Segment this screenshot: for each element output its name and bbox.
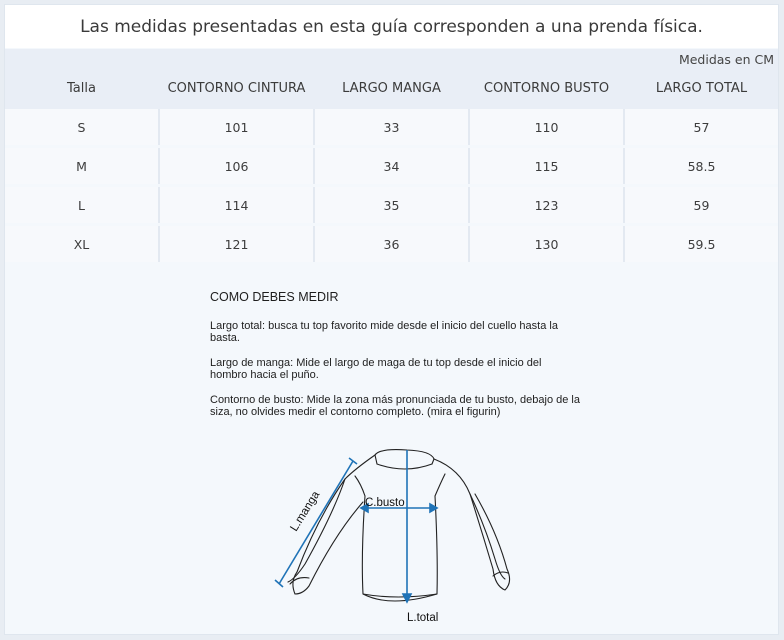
length-cell: 59 xyxy=(625,187,778,223)
measurement-notice xyxy=(5,5,778,48)
sleeve-cell: 34 xyxy=(315,148,468,184)
waist-cell: 114 xyxy=(160,187,313,223)
length-cell: 58.5 xyxy=(625,148,778,184)
column-header-contorno-busto: CONTORNO BUSTO xyxy=(483,81,610,96)
sleeve-cell: 33 xyxy=(315,109,468,145)
size-cell: XL xyxy=(5,226,158,262)
column-header-contorno-cintura: CONTORNO CINTURA xyxy=(167,81,306,96)
bust-cell: 115 xyxy=(470,148,623,184)
size-cell: S xyxy=(5,109,158,145)
notice-text: Las medidas presentadas en esta guía corresponden a una prenda física. xyxy=(80,16,703,37)
guide-paragraph-sleeve-length: Largo de manga: Mide el largo de maga de tu top desde el inicio del hombro hacia el puño. xyxy=(210,357,542,381)
sleeve-cell: 36 xyxy=(315,226,468,262)
waist-cell: 101 xyxy=(160,109,313,145)
table-row xyxy=(5,109,778,145)
sleeve-cell: 35 xyxy=(315,187,468,223)
size-cell: M xyxy=(5,148,158,184)
garment-figure xyxy=(5,264,778,632)
column-header-talla: Talla xyxy=(67,81,96,96)
waist-cell: 121 xyxy=(160,226,313,262)
table-row xyxy=(5,226,778,262)
length-cell: 57 xyxy=(625,109,778,145)
bust-measure-label: C.busto xyxy=(365,497,405,509)
column-header-largo-total: LARGO TOTAL xyxy=(655,81,748,96)
total-length-label: L.total xyxy=(407,612,439,624)
column-header-largo-manga: LARGO MANGA xyxy=(342,81,441,96)
table-header xyxy=(5,49,778,109)
bust-cell: 123 xyxy=(470,187,623,223)
guide-paragraph-total-length: Largo total: busca tu top favorito mide desde el inicio del cuello hasta la basta. xyxy=(210,320,558,344)
bust-cell: 110 xyxy=(470,109,623,145)
waist-cell: 106 xyxy=(160,148,313,184)
length-cell: 59.5 xyxy=(625,226,778,262)
size-cell: L xyxy=(5,187,158,223)
how-to-measure-section xyxy=(5,264,778,632)
bust-cell: 130 xyxy=(470,226,623,262)
table-row xyxy=(5,148,778,184)
guide-paragraph-bust: Contorno de busto: Mide la zona más pronunciada de tu busto, debajo de la siza, no olvides medir el contorno completo. (mira el figurin) xyxy=(210,394,580,418)
table-row xyxy=(5,187,778,223)
units-label: Medidas en CM xyxy=(678,52,774,67)
guide-title: COMO DEBES MEDIR xyxy=(210,290,339,304)
sleeve-measure-label: L.manga xyxy=(288,489,323,534)
